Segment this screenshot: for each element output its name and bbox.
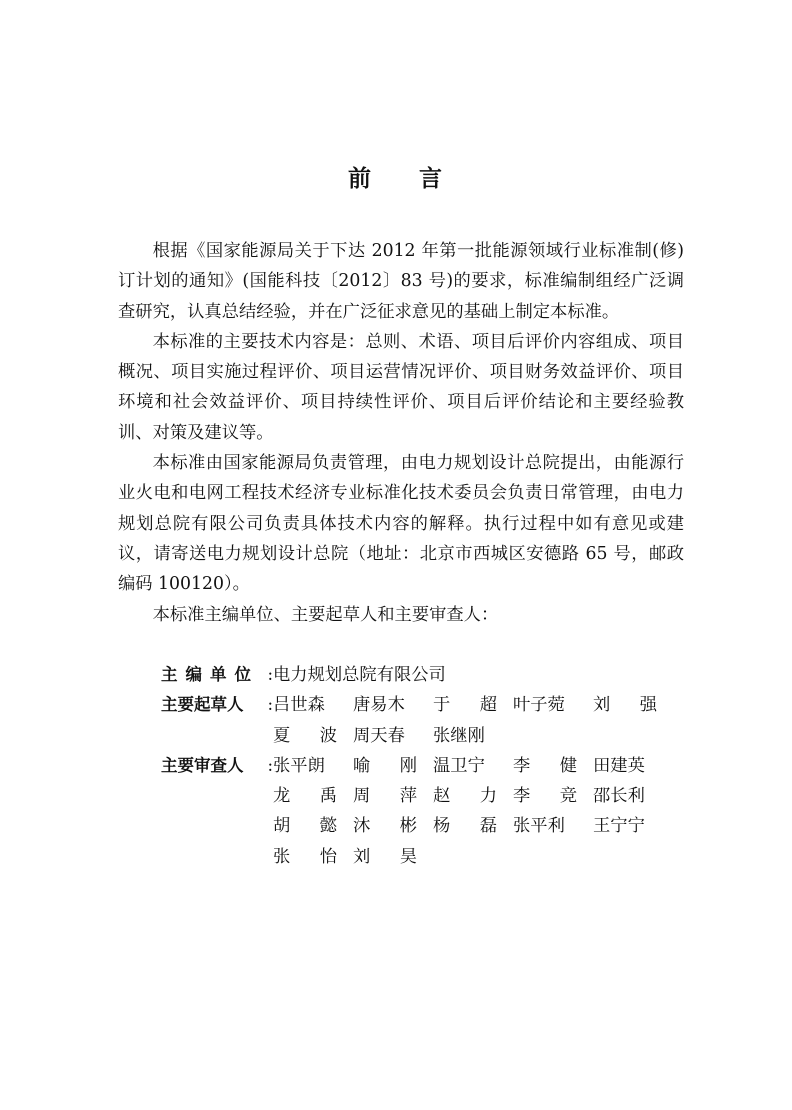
person-name: 张 怡 xyxy=(273,846,337,867)
reviewers-role: 主要审查人 xyxy=(161,755,244,775)
person-name: 李 竞 xyxy=(513,786,577,807)
paragraph-basis: 根据《国家能源局关于下达 2012 年第一批能源领域行业标准制(修)订计划的通知》(国能科技〔2012〕83 号)的要求，标准编制组经广泛调查研究，认真总结经验，并在广泛征求意见的基础上制定本标准。 xyxy=(118,241,684,322)
person-name: 胡 懿 xyxy=(273,816,337,837)
preface-body xyxy=(118,236,684,630)
person-name: 李 健 xyxy=(513,755,577,776)
person-name: 龙 禹 xyxy=(273,786,337,807)
person-name: 张平朗 xyxy=(273,755,325,776)
person-name: 周天春 xyxy=(353,725,405,746)
person-name: 赵 力 xyxy=(433,786,497,807)
person-name: 刘 昊 xyxy=(353,846,417,867)
person-name: 沐 彬 xyxy=(353,816,417,837)
editor-unit-role: 主编单位 xyxy=(161,665,259,684)
title-char-2: 言 xyxy=(419,166,444,192)
person-name: 邵长利 xyxy=(593,786,645,807)
paragraph-management: 本标准由国家能源局负责管理，由电力规划设计总院提出，由能源行业火电和电网工程技术经济专业标准化技术委员会负责日常管理，由电力规划总院有限公司负责具体技术内容的解释。执行过程中如有意见或建议，请寄送电力规划设计总院（地址：北京市西城区安德路 65 号，邮政编码 100120）。 xyxy=(118,453,684,595)
drafters-names-2 xyxy=(273,721,513,751)
reviewers-row-4 xyxy=(161,842,673,872)
drafters-row-2 xyxy=(161,721,673,751)
reviewers-row-3 xyxy=(161,811,673,841)
person-name: 王宁宁 xyxy=(593,816,645,837)
reviewers-names-3 xyxy=(273,811,673,841)
reviewers-names-1 xyxy=(273,751,673,781)
person-name: 唐易木 xyxy=(353,695,405,716)
paragraph-content: 本标准的主要技术内容是：总则、术语、项目后评价内容组成、项目概况、项目实施过程评价、项目运营情况评价、项目财务效益评价、项目环境和社会效益评价、项目持续性评价、项目后评价结论和主要经验教训、对策及建议等。 xyxy=(118,331,684,443)
title-char-1: 前 xyxy=(348,166,373,192)
person-name: 温卫宁 xyxy=(433,755,485,776)
drafters-label: 主要起草人 : xyxy=(161,690,273,720)
reviewers-row-2 xyxy=(161,781,673,811)
reviewers-names-2 xyxy=(273,781,673,811)
person-name: 杨 磊 xyxy=(433,816,497,837)
editor-unit-value: 电力规划总院有限公司 xyxy=(273,665,446,685)
person-name: 吕世森 xyxy=(273,695,325,716)
person-name: 叶子菀 xyxy=(513,695,565,716)
drafters-names-1 xyxy=(273,690,673,720)
person-name: 刘 强 xyxy=(593,695,657,716)
person-name: 田建英 xyxy=(593,755,645,776)
page-title xyxy=(0,160,792,193)
person-name: 于 超 xyxy=(433,695,497,716)
drafters-role: 主要起草人 xyxy=(161,695,244,715)
person-name: 张平利 xyxy=(513,816,565,837)
paragraph-staff-intro: 本标准主编单位、主要起草人和主要审查人： xyxy=(152,604,499,625)
reviewers-label: 主要审查人 : xyxy=(161,751,273,781)
person-name: 张继刚 xyxy=(433,725,485,746)
person-name: 喻 刚 xyxy=(353,755,417,776)
person-name: 周 萍 xyxy=(353,786,417,807)
reviewers-row-1 xyxy=(161,751,673,781)
editor-unit-row xyxy=(161,660,673,690)
person-name: 夏 波 xyxy=(273,725,337,746)
staff-list xyxy=(161,660,673,872)
reviewers-names-4 xyxy=(273,842,433,872)
editor-unit-label: 主编单位 : xyxy=(161,660,273,690)
drafters-row-1 xyxy=(161,690,673,720)
